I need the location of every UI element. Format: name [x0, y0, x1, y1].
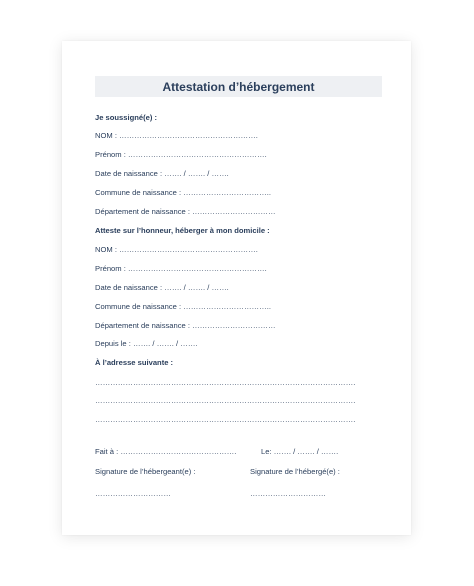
section-heading-atteste: Atteste sur l’honneur, héberger à mon domicile : [95, 226, 270, 235]
address-line-3: …………………………………………………………………………………………. [95, 415, 356, 424]
signature-heberge-line: ………………………… [250, 489, 326, 498]
address-line-2: …………………………………………………………………………………………. [95, 396, 356, 405]
field-commune-naissance-heberge: Commune de naissance : …………………………….. [95, 302, 271, 311]
document-title: Attestation d’hébergement [162, 79, 315, 94]
field-commune-naissance-hebergeant: Commune de naissance : …………………………….. [95, 188, 271, 197]
section-heading-adresse: À l’adresse suivante : [95, 358, 174, 367]
field-prenom-hebergeant: Prénom : ………………………………………………. [95, 150, 267, 159]
section-heading-soussigne: Je soussigné(e) : [95, 113, 158, 122]
field-departement-naissance-hebergeant: Département de naissance : …………………………… [95, 207, 276, 216]
field-prenom-heberge: Prénom : ………………………………………………. [95, 264, 267, 273]
address-line-1: …………………………………………………………………………………………. [95, 378, 356, 387]
field-nom-heberge: NOM : ………………………………………………. [95, 245, 258, 254]
field-date-naissance-hebergeant: Date de naissance : ……. / ……. / ……. [95, 169, 229, 178]
signature-hebergeant-label: Signature de l’hébergeant(e) : [95, 467, 196, 476]
title-band [95, 76, 382, 97]
field-date-le: Le: ……. / ……. / ……. [261, 447, 339, 456]
signature-hebergeant-line: ………………………… [95, 489, 171, 498]
field-fait-a: Fait à : ………………………………………. [95, 447, 237, 456]
document-sheet [62, 41, 411, 535]
field-depuis: Depuis le : ……. / ……. / ……. [95, 339, 198, 348]
field-date-naissance-heberge: Date de naissance : ……. / ……. / ……. [95, 283, 229, 292]
field-departement-naissance-heberge: Département de naissance : …………………………… [95, 321, 276, 330]
field-nom-hebergeant: NOM : ………………………………………………. [95, 131, 258, 140]
signature-heberge-label: Signature de l’hébergé(e) : [250, 467, 340, 476]
